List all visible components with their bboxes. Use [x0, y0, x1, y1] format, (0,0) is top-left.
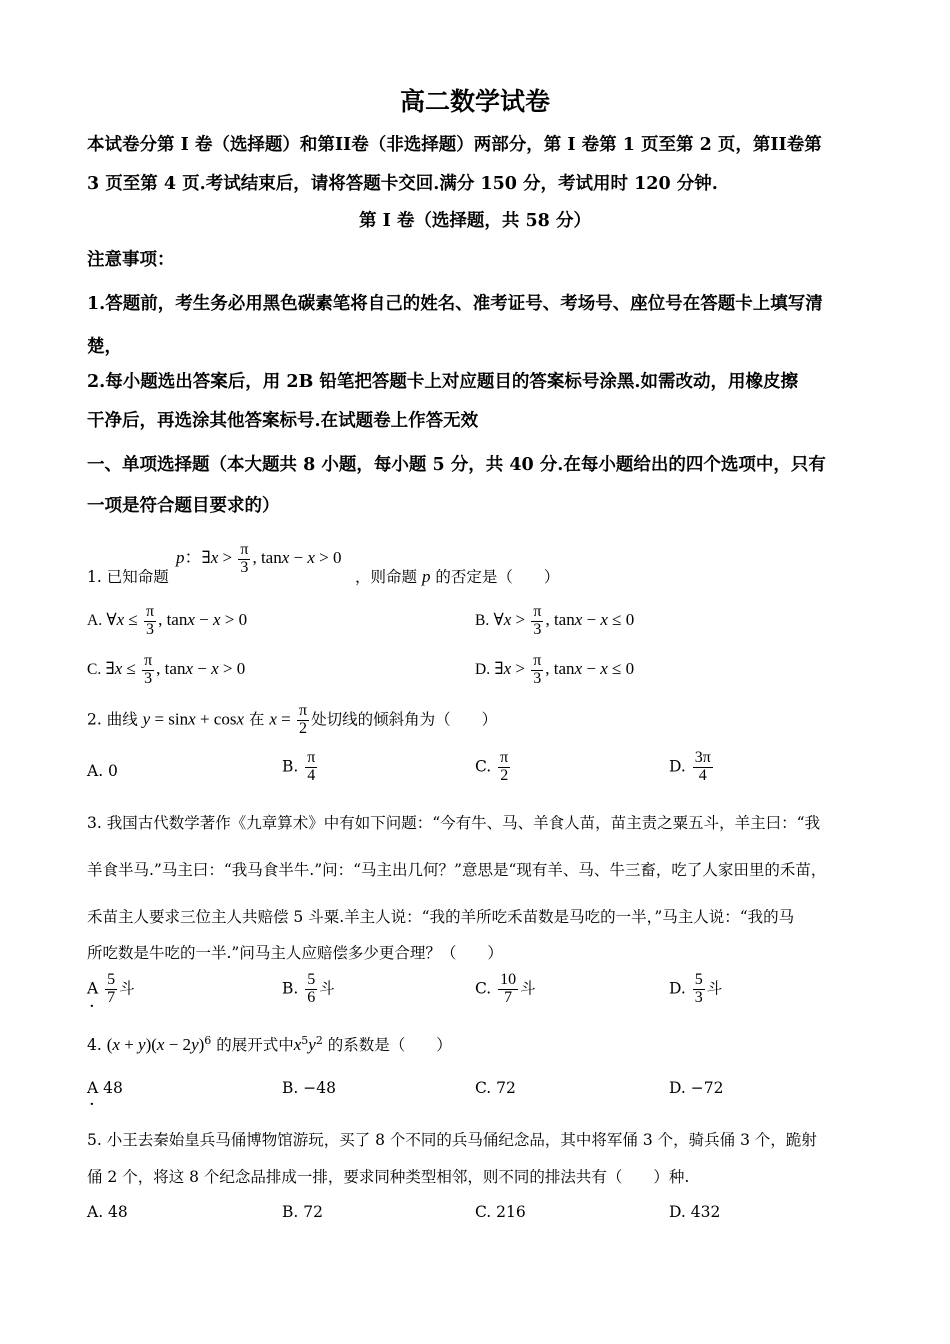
q3-line-4: 所吃数是牛吃的一半.”问马主人应赔偿多少更合理？（ ）: [87, 944, 503, 962]
notice-item-2-line-2: 干净后，再选涂其他答案标号.在试题卷上作答无效: [87, 411, 479, 431]
page-title: 高二数学试卷: [399, 87, 550, 116]
q3-option-d[interactable]: D. $\frac{5}{3}$ 斗: [669, 971, 723, 1006]
q1-option-d[interactable]: D. ∃x > $\frac{\pi}{3}$ , tanx − x ≤ 0: [475, 652, 635, 687]
q2-option-b[interactable]: B. $\frac{\pi}{4}$: [282, 749, 316, 784]
intro-line-1: 本试卷分第 I 卷（选择题）和第II卷（非选择题）两部分，第 I 卷第 1 页至第 2 页，第II卷第: [87, 135, 822, 155]
q3-option-b[interactable]: B. $\frac{5}{6}$ 斗: [282, 971, 335, 1006]
q2-option-a[interactable]: A. 0: [87, 762, 118, 780]
notice-heading: 注意事项：: [87, 250, 175, 270]
q1-option-a[interactable]: A. ∀x ≤ $\frac{\pi}{3}$ , tanx − x > 0: [87, 603, 248, 638]
q2-option-c[interactable]: C. $\frac{\pi}{2}$: [475, 749, 509, 784]
q5-option-b[interactable]: B. 72: [282, 1203, 323, 1221]
section-title: 第 I 卷（选择题，共 58 分）: [359, 211, 591, 231]
notice-item-1-line-2: 楚，: [87, 337, 122, 357]
q4-option-c[interactable]: C. 72: [475, 1079, 516, 1097]
q1-option-b[interactable]: B. ∀x > $\frac{\pi}{3}$ , tanx − x ≤ 0: [475, 603, 635, 638]
option-dot-mark: ·: [89, 1094, 95, 1115]
option-dot-mark: ·: [89, 996, 95, 1017]
part1-line-1: 一、单项选择题（本大题共 8 小题，每小题 5 分，共 40 分.在每小题给出的四个选项中，只有: [87, 455, 826, 475]
q5-option-c[interactable]: C. 216: [475, 1203, 526, 1221]
q3-line-2: 羊食半马.”马主曰：“我马食半牛.”问：“马主出几何？”意思是“现有羊、马、牛三畜，吃了人家田里的禾苗，: [87, 861, 827, 879]
q5-option-a[interactable]: A. 48: [87, 1203, 128, 1221]
q2-stem: 2. 曲线 y = sinx + cosx 在 x = $\frac{\pi}{2}$ 处切线的倾斜角为（ ）: [87, 702, 498, 737]
q1-proposition: p：∃x > $\frac{\pi}{3}$ , tanx − x > 0: [176, 541, 342, 576]
notice-item-2-line-1: 2.每小题选出答案后，用 2B 铅笔把答题卡上对应题目的答案标号涂黑.如需改动，用橡皮擦: [87, 372, 799, 392]
q4-option-d[interactable]: D. −72: [669, 1079, 724, 1097]
q5-option-d[interactable]: D. 432: [669, 1203, 721, 1221]
notice-item-1-line-1: 1.答题前，考生务必用黑色碳素笔将自己的姓名、准考证号、考场号、座位号在答题卡上填写清: [87, 294, 823, 314]
q5-line-2: 俑 2 个，将这 8 个纪念品排成一排，要求同种类型相邻，则不同的排法共有（ ）种.: [87, 1168, 690, 1186]
q5-line-1: 5. 小王去秦始皇兵马俑博物馆游玩，买了 8 个不同的兵马俑纪念品，其中将军俑 3 个，骑兵俑 3 个，跪射: [87, 1131, 817, 1149]
q4-stem: 4. $(x + y)(x - 2y)^6$ 的展开式中$x^5y^2$ 的系数是（ ）: [87, 1033, 452, 1054]
q4-option-a[interactable]: A 48: [87, 1079, 123, 1097]
q3-option-a[interactable]: A $\frac{5}{7}$ 斗: [87, 971, 135, 1006]
q1-suffix: ，则命题 p 的否定是（ ）: [355, 567, 560, 586]
q1-option-c[interactable]: C. ∃x ≤ $\frac{\pi}{3}$ , tanx − x > 0: [87, 652, 246, 687]
q3-line-1: 3. 我国古代数学著作《九章算术》中有如下问题：“今有牛、马、羊食人苗，苗主责之粟五斗，羊主曰：“我: [87, 814, 821, 832]
q3-option-c[interactable]: C. $\frac{10}{7}$ 斗: [475, 971, 536, 1006]
q1-prefix: 1. 已知命题: [87, 568, 169, 586]
q3-line-3: 禾苗主人要求三位主人共赔偿 5 斗粟.羊主人说：“我的羊所吃禾苗数是马吃的一半，”马主人说：“我的马: [87, 908, 795, 926]
intro-line-2: 3 页至第 4 页.考试结束后，请将答题卡交回.满分 150 分，考试用时 120 分钟.: [87, 174, 718, 194]
part1-line-2: 一项是符合题目要求的）: [87, 496, 280, 516]
q2-option-d[interactable]: D. $\frac{3\pi}{4}$: [669, 749, 711, 784]
q4-option-b[interactable]: B. −48: [282, 1079, 336, 1097]
